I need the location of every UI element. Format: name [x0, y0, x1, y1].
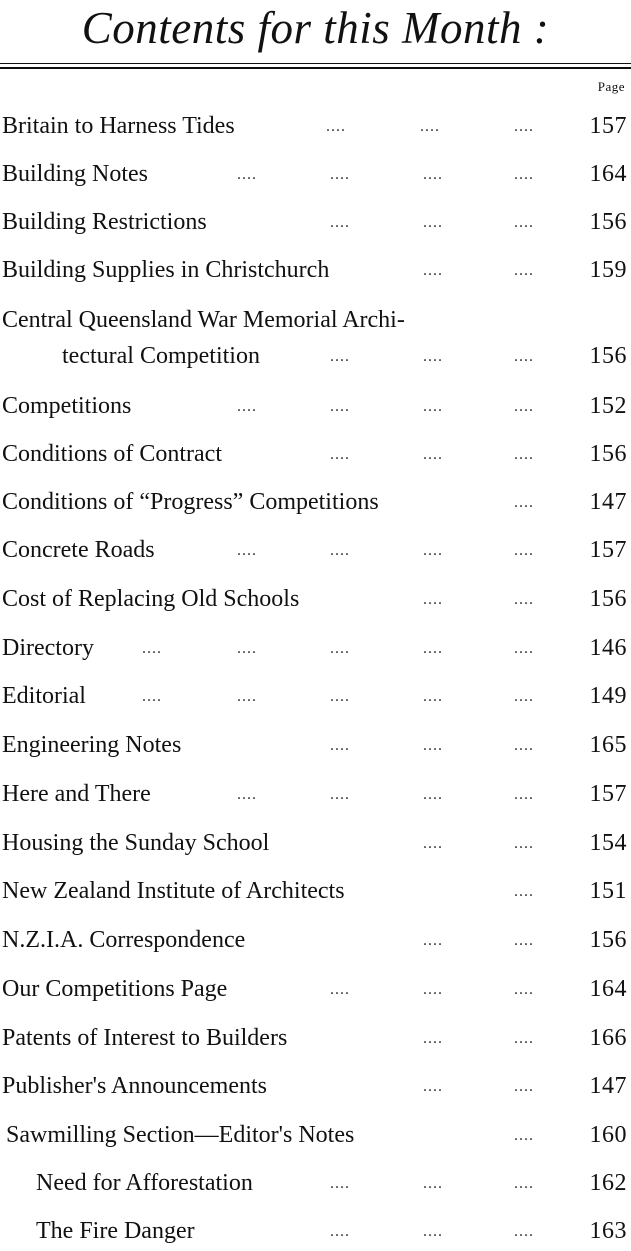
entry-title: Editorial [2, 683, 86, 709]
leader-dots: .... [514, 640, 534, 657]
page-heading: Contents for this Month : [81, 3, 550, 53]
leader-dots: .... [423, 688, 443, 705]
leader-dots: .... [423, 166, 443, 183]
leader-dots: .... [514, 883, 534, 900]
contents-entry [0, 1117, 631, 1153]
leader-dots: .... [423, 542, 443, 559]
leader-dots: .... [237, 542, 257, 559]
leader-dots: .... [423, 1175, 443, 1192]
contents-subentry [0, 1165, 631, 1201]
entry-title: Need for Afforestation [36, 1170, 253, 1196]
entry-page-number: 156 [589, 441, 627, 467]
leader-dots: .... [514, 348, 534, 365]
entry-title: New Zealand Institute of Architects [2, 878, 345, 904]
entry-title: Building Supplies in Christchurch [2, 257, 330, 283]
leader-dots: .... [514, 118, 534, 135]
entry-page-number: 149 [589, 683, 627, 709]
leader-dots: .... [423, 1078, 443, 1095]
entry-title: Conditions of Contract [2, 441, 222, 467]
contents-entry [0, 678, 631, 714]
leader-dots: .... [514, 786, 534, 803]
leader-dots: .... [330, 688, 350, 705]
entry-title: Concrete Roads [2, 537, 155, 563]
leader-dots: .... [423, 932, 443, 949]
entry-page-number: 160 [589, 1122, 627, 1148]
leader-dots: .... [514, 262, 534, 279]
contents-entry [0, 436, 631, 472]
leader-dots: .... [423, 348, 443, 365]
contents-entry [0, 1068, 631, 1104]
leader-dots: .... [423, 1030, 443, 1047]
leader-dots: .... [514, 932, 534, 949]
entry-title: N.Z.I.A. Correspondence [2, 927, 246, 953]
entry-page-number: 163 [589, 1218, 627, 1244]
leader-dots: .... [420, 118, 440, 135]
contents-entry [0, 971, 631, 1007]
contents-entry [0, 922, 631, 958]
leader-dots: .... [514, 398, 534, 415]
leader-dots: .... [330, 640, 350, 657]
entry-title: Sawmilling Section—Editor's Notes [6, 1122, 355, 1148]
contents-entry-line1 [0, 302, 631, 338]
entry-page-number: 159 [589, 257, 627, 283]
leader-dots: .... [330, 981, 350, 998]
contents-entry [0, 727, 631, 763]
leader-dots: .... [326, 118, 346, 135]
entry-title-continuation: tectural Competition [62, 343, 260, 369]
leader-dots: .... [423, 835, 443, 852]
contents-entry [0, 532, 631, 568]
leader-dots: .... [514, 1030, 534, 1047]
leader-dots: .... [330, 737, 350, 754]
contents-subentry [0, 1213, 631, 1249]
entry-title: Central Queensland War Memorial Archi- [2, 307, 405, 333]
entry-page-number: 156 [589, 586, 627, 612]
leader-dots: .... [423, 262, 443, 279]
leader-dots: .... [514, 1175, 534, 1192]
entry-page-number: 157 [589, 537, 627, 563]
leader-dots: .... [514, 835, 534, 852]
leader-dots: .... [237, 640, 257, 657]
leader-dots: .... [330, 1223, 350, 1240]
leader-dots: .... [330, 398, 350, 415]
leader-dots: .... [330, 446, 350, 463]
leader-dots: .... [514, 542, 534, 559]
leader-dots: .... [514, 494, 534, 511]
entry-title: Our Competitions Page [2, 976, 228, 1002]
leader-dots: .... [514, 591, 534, 608]
leader-dots: .... [423, 640, 443, 657]
leader-dots: .... [237, 166, 257, 183]
entry-title: Building Notes [2, 161, 149, 187]
leader-dots: .... [237, 786, 257, 803]
entry-title: Cost of Replacing Old Schools [2, 586, 300, 612]
entry-page-number: 152 [589, 393, 627, 419]
contents-entry [0, 388, 631, 424]
leader-dots: .... [514, 1223, 534, 1240]
leader-dots: .... [514, 981, 534, 998]
entry-title: Building Restrictions [2, 209, 207, 235]
leader-dots: .... [237, 688, 257, 705]
leader-dots: .... [330, 786, 350, 803]
entry-page-number: 156 [589, 927, 627, 953]
entry-page-number: 157 [589, 113, 627, 139]
leader-dots: .... [423, 446, 443, 463]
entry-page-number: 156 [589, 343, 627, 369]
leader-dots: .... [142, 688, 162, 705]
entry-page-number: 162 [589, 1170, 627, 1196]
entry-title: Engineering Notes [2, 732, 182, 758]
entry-page-number: 157 [589, 781, 627, 807]
contents-entry [0, 581, 631, 617]
leader-dots: .... [514, 446, 534, 463]
leader-dots: .... [330, 348, 350, 365]
contents-entry [0, 825, 631, 861]
entry-page-number: 165 [589, 732, 627, 758]
contents-entry [0, 630, 631, 666]
leader-dots: .... [330, 1175, 350, 1192]
entry-page-number: 154 [589, 830, 627, 856]
entry-title: Directory [2, 635, 94, 661]
leader-dots: .... [423, 786, 443, 803]
contents-entry [0, 1020, 631, 1056]
contents-entry-line2 [0, 338, 631, 374]
contents-entry [0, 484, 631, 520]
leader-dots: .... [423, 591, 443, 608]
entry-title: The Fire Danger [36, 1218, 195, 1244]
page-column-label: Page [597, 79, 625, 94]
entry-title: Britain to Harness Tides [2, 113, 235, 139]
leader-dots: .... [423, 214, 443, 231]
entry-page-number: 151 [589, 878, 627, 904]
contents-entry [0, 776, 631, 812]
entry-page-number: 166 [589, 1025, 627, 1051]
contents-entry [0, 873, 631, 909]
leader-dots: .... [330, 166, 350, 183]
leader-dots: .... [423, 1223, 443, 1240]
entry-title: Patents of Interest to Builders [2, 1025, 288, 1051]
contents-entry [0, 108, 631, 144]
contents-entry [0, 204, 631, 240]
entry-title: Conditions of “Progress” Competitions [2, 489, 379, 515]
leader-dots: .... [423, 398, 443, 415]
leader-dots: .... [514, 1078, 534, 1095]
leader-dots: .... [514, 1127, 534, 1144]
leader-dots: .... [423, 737, 443, 754]
leader-dots: .... [514, 737, 534, 754]
leader-dots: .... [514, 688, 534, 705]
entry-page-number: 164 [589, 161, 627, 187]
entry-page-number: 156 [589, 209, 627, 235]
entry-page-number: 164 [589, 976, 627, 1002]
leader-dots: .... [514, 166, 534, 183]
entry-title: Here and There [2, 781, 151, 807]
entry-title: Publisher's Announcements [2, 1073, 267, 1099]
contents-entry [0, 156, 631, 192]
contents-entry [0, 252, 631, 288]
entry-page-number: 146 [589, 635, 627, 661]
leader-dots: .... [423, 981, 443, 998]
leader-dots: .... [330, 542, 350, 559]
entry-title: Housing the Sunday School [2, 830, 270, 856]
leader-dots: .... [142, 640, 162, 657]
entry-title: Competitions [2, 393, 132, 419]
leader-dots: .... [330, 214, 350, 231]
leader-dots: .... [514, 214, 534, 231]
entry-page-number: 147 [589, 1073, 627, 1099]
entry-page-number: 147 [589, 489, 627, 515]
leader-dots: .... [237, 398, 257, 415]
